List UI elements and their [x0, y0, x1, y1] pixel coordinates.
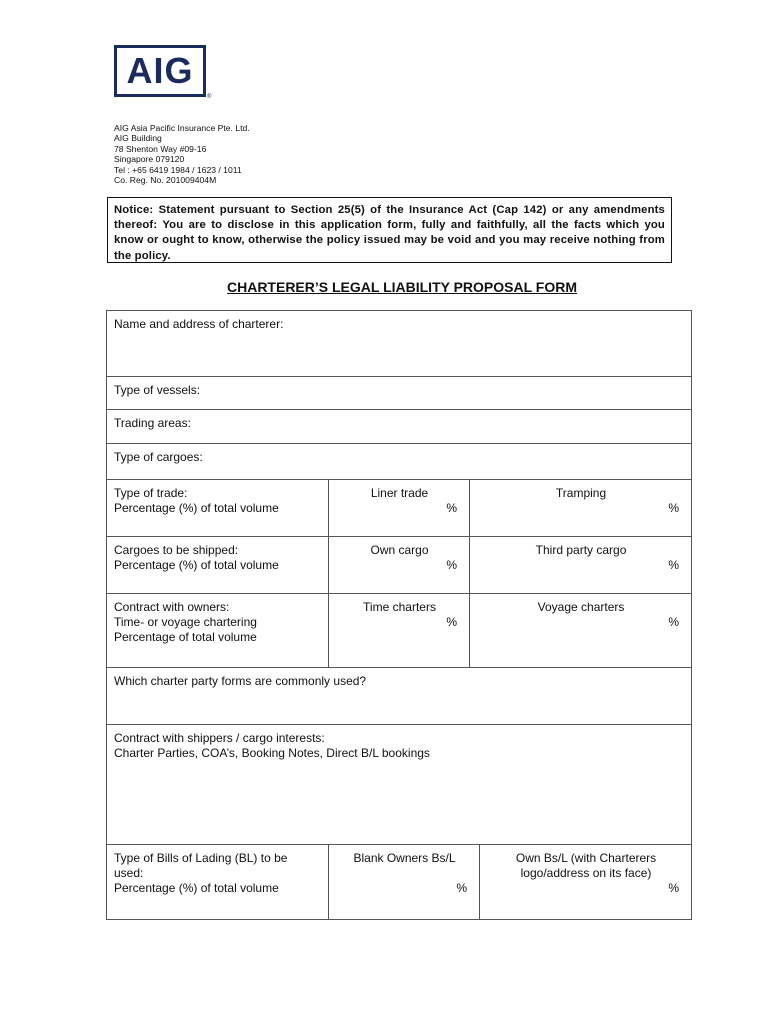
liner-trade-percent: %	[446, 501, 457, 515]
company-name: AIG Asia Pacific Insurance Pte. Ltd.	[114, 123, 250, 133]
type-of-trade-pct-label: Percentage (%) of total volume	[114, 501, 279, 515]
type-of-vessels-field[interactable]	[107, 377, 692, 410]
liner-trade-label: Liner trade	[370, 486, 429, 500]
blank-owners-bl-label: Blank Owners Bs/L	[353, 851, 456, 865]
row-type-of-vessels	[107, 377, 692, 410]
chartering-type-label: Time- or voyage chartering	[114, 615, 257, 629]
bills-of-lading-label-cell	[107, 845, 329, 920]
blank-owners-bl-field[interactable]	[329, 845, 480, 920]
trading-areas-field[interactable]	[107, 410, 692, 444]
cargoes-shipped-pct-label: Percentage (%) of total volume	[114, 558, 279, 572]
time-charters-field[interactable]	[329, 594, 470, 668]
registered-mark: ®	[207, 94, 212, 100]
company-phone: Tel : +65 6419 1984 / 1623 / 1011	[114, 164, 242, 175]
own-bl-sublabel: logo/address on its face)	[520, 866, 652, 880]
cargoes-shipped-label-cell	[107, 537, 329, 594]
company-street: 78 Shenton Way #09-16	[114, 143, 207, 154]
type-of-trade-label: Type of trade:	[114, 486, 188, 500]
row-cargoes-shipped	[107, 537, 692, 594]
own-cargo-label: Own cargo	[370, 543, 429, 557]
own-bl-label: Own Bs/L (with Charterers	[515, 851, 657, 865]
voyage-charters-label: Voyage charters	[537, 600, 625, 614]
aig-logo-text: AIG	[126, 50, 194, 91]
blank-owners-bl-percent: %	[456, 881, 467, 895]
blank-owners-bl-spacer	[336, 866, 473, 881]
bills-of-lading-pct-label: Percentage (%) of total volume	[114, 881, 279, 895]
time-charters-label: Time charters	[363, 600, 436, 614]
own-bl-field[interactable]	[480, 845, 692, 920]
contract-types-label: Charter Parties, COA’s, Booking Notes, Direct B/L bookings	[114, 746, 430, 760]
charter-party-forms-field[interactable]	[107, 668, 692, 725]
own-bl-percent: %	[668, 881, 680, 895]
notice-box: Notice: Statement pursuant to Section 25(5) of the Insurance Act (Cap 142) or any amendments thereof: You are to disclose in this application form, fully and faithfully, all the facts which you know or ought to know, otherwise the policy issued may be void and you may receive nothing from the policy.	[107, 197, 672, 263]
row-charter-party-forms	[107, 668, 692, 725]
tramping-field[interactable]	[470, 480, 692, 537]
own-cargo-field[interactable]	[329, 537, 470, 594]
third-party-cargo-percent: %	[668, 558, 680, 572]
row-contract-shippers	[107, 725, 692, 845]
type-of-cargoes-field[interactable]	[107, 444, 692, 480]
voyage-charters-field[interactable]	[470, 594, 692, 668]
company-building: AIG Building	[114, 133, 162, 144]
bills-of-lading-used-label: used:	[114, 866, 144, 880]
own-cargo-percent: %	[446, 558, 457, 572]
row-type-of-trade	[107, 480, 692, 537]
contract-shippers-field[interactable]	[107, 725, 692, 845]
company-city: Singapore 079120	[114, 154, 185, 165]
row-type-of-cargoes	[107, 444, 692, 480]
name-address-label: Name and address of charterer:	[114, 317, 284, 331]
row-bills-of-lading	[107, 845, 692, 920]
trading-areas-label: Trading areas:	[114, 416, 191, 430]
aig-logo	[114, 45, 206, 97]
bills-of-lading-label: Type of Bills of Lading (BL) to be	[114, 851, 288, 865]
proposal-form-table	[106, 310, 692, 920]
third-party-cargo-field[interactable]	[470, 537, 692, 594]
third-party-cargo-label: Third party cargo	[535, 543, 627, 557]
type-of-vessels-label: Type of vessels:	[114, 383, 201, 397]
contract-owners-label-cell	[107, 594, 329, 668]
row-contract-owners	[107, 594, 692, 668]
form-title: CHARTERER’S LEGAL LIABILITY PROPOSAL FORM	[226, 279, 578, 295]
company-address-block	[114, 123, 250, 185]
time-charters-percent: %	[446, 615, 457, 629]
voyage-charters-percent: %	[668, 615, 680, 629]
name-address-field[interactable]	[107, 311, 692, 377]
tramping-label: Tramping	[555, 486, 607, 500]
tramping-percent: %	[668, 501, 680, 515]
row-trading-areas	[107, 410, 692, 444]
contract-owners-pct-label: Percentage of total volume	[114, 630, 257, 644]
type-of-trade-label-cell	[107, 480, 329, 537]
company-reg-no: Co. Reg. No. 201009404M	[114, 175, 217, 186]
type-of-cargoes-label: Type of cargoes:	[114, 450, 203, 464]
liner-trade-field[interactable]	[329, 480, 470, 537]
contract-shippers-label: Contract with shippers / cargo interests:	[114, 731, 325, 745]
row-name-address	[107, 311, 692, 377]
charter-party-forms-label: Which charter party forms are commonly used?	[114, 674, 367, 688]
contract-owners-label: Contract with owners:	[114, 600, 230, 614]
cargoes-shipped-label: Cargoes to be shipped:	[114, 543, 239, 557]
